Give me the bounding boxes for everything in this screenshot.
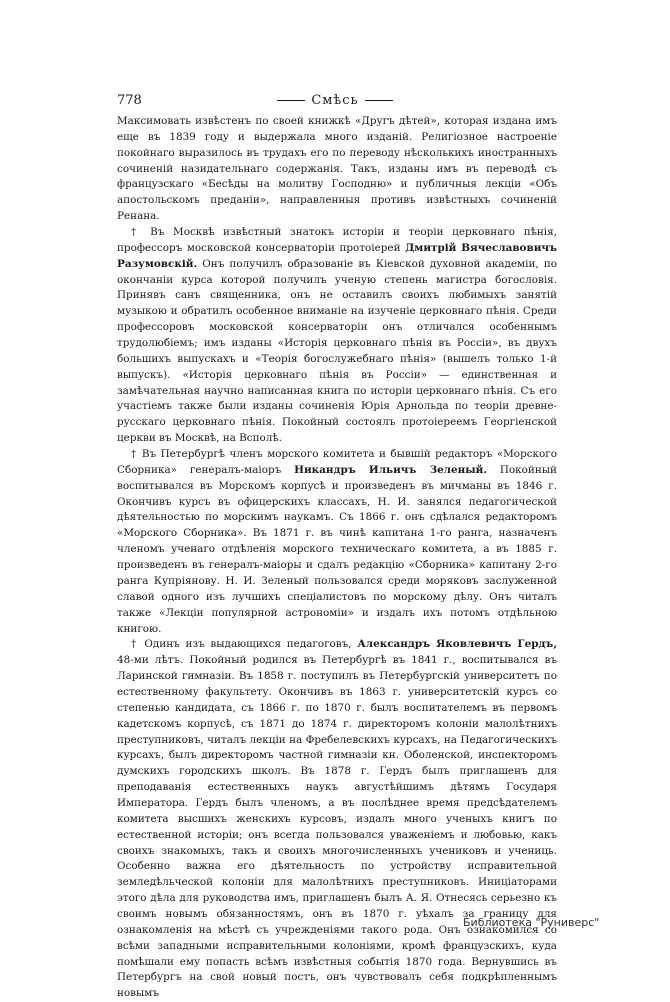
paragraph-text: Покойный воспитывался въ Морскомъ корпусѣ и произведенъ въ мичманы въ 1846 г. Окончивъ курсъ въ офицерскихъ классахъ, Н. И. занялся педагогической дѣятельностью по морскимъ наукамъ. Съ 1866 г. онъ сдѣлался редакторомъ «Морского Сборника». Въ 1871 г. въ чинѣ капитана 1-го ранга, назначенъ членомъ ученаго отдѣленія морского техническаго комитета, а въ 1885 г. произведенъ въ генералъ-маіоры и сдалъ редакцію «Сборника» капитану 2-го ранга Купріянову. Н. И. Зеленый пользовался среди моряковъ заслуженной славой одного изъ лучшихъ спеціалистовъ по морскому дѣлу. Онъ читалъ также «Лекціи популярной астрономіи» и издалъ ихъ потомъ отдѣльною книгою. — [117, 463, 557, 635]
running-head-title: Смѣсь — [311, 93, 359, 108]
paragraph-text: Максимовать извѣстенъ по своей книжкѣ «Другъ дѣтей», которая издана имъ еще въ 1839 году и выдержала много изданій. Религіозное настроеніе покойнаго выразилось въ трудахъ его по переводу нѣсколькихъ иностранныхъ сочиненій назидательнаго содержанія. Такъ, изданы имъ въ переводѣ съ французскаго «Бесѣды на молитву Господню» и публичныя лекціи «Объ апостольскомъ преданіи», направленныя противъ извѣстныхъ сочиненій Ренана. — [117, 115, 557, 223]
paragraph-maksimovich — [117, 114, 557, 225]
library-watermark: Библиотека "Руниверс" — [463, 916, 600, 929]
person-name: Александръ Яковлевичъ Гердъ, — [357, 638, 557, 651]
paragraph-gerd — [117, 637, 557, 1002]
paragraph-text: 48-ми лѣтъ. Покойный родился въ Петербургѣ въ 1841 г., воспитывался въ Ларинской гимназіи. Въ 1858 г. поступилъ въ Петербургскій университетъ по естественному факультету. Окончивъ въ 1863 г. университетскій курсъ со степенью кандидата, съ 1866 г. по 1870 г. былъ воспитателемъ въ первомъ кадетскомъ корпусѣ, съ 1871 до 1874 г. директоромъ колоніи малолѣтнихъ преступниковъ, читалъ лекціи на Фребелевскихъ курсахъ, на Педагогическихъ курсахъ, былъ директоромъ частной гимназіи кн. Оболенской, инспекторомъ думскихъ городскихъ школъ. Въ 1878 г. Гердъ былъ приглашенъ для преподаванія естественныхъ наукъ августѣйшимъ дѣтямъ Государя Императора. Гердъ былъ членомъ, а въ послѣднее время предсѣдателемъ комитета высшихъ женскихъ курсовъ, издалъ много ученыхъ книгъ по естественной исторіи; онъ всегда пользовался уваженіемъ и любовью, какъ своихъ знакомыхъ, такъ и своихъ многочисленныхъ учениковъ и учениць. Особенно важна его дѣятельность по устройству исправительной земледѣльческой колоніи для малолѣтнихъ преступниковъ. Иниціаторами этого дѣла для руководства имъ, приглашенъ былъ А. Я. Отнесясь серьезно къ своимъ новымъ обязанностямъ, онъ въ 1870 г. уѣхалъ за границу для ознакомленія на мѣстѣ съ учрежденіями такого рода. Онъ ознакомился со всѣми западными исправительными колоніями, кромѣ французскихъ, куда помѣшали ему попасть всѣмъ извѣстныя событія 1870 года. Вернувшись въ Петербургъ на свой новый постъ, онъ чувствовалъ себя подкрѣпленнымъ новымъ — [117, 654, 557, 1000]
running-head-dash-right — [365, 100, 393, 101]
paragraph-zeleny — [117, 447, 557, 637]
paragraph-text: Онъ получилъ образованіе въ Кіевской духовной академіи, по окончаніи курса которой получилъ ученую степень магистра богословія. Принявъ санъ священника, онъ не оставилъ своихъ любимыхъ занятій музыкою и обратилъ особенное вниманіе на изученіе церковнаго пѣнія. Среди профессоровъ московской консерваторіи онъ отличался особеннымъ трудолюбіемъ; имъ изданы «Исторія церковнаго пѣнія въ Россіи», въ двухъ большихъ выпускахъ и «Теорія богослужебнаго пѣнія» (вышелъ только 1-й выпускъ). «Исторія церковнаго пѣнія въ Россіи» — единственная и замѣчательная научно написанная книга по исторіи церковнаго пѣнія. Съ его участіемъ также были изданы сочиненія Юрія Арнольда по теоріи древне-русскаго церковнаго пѣнія. Покойный состоялъ протоіереемъ Георгіенской церкви въ Москвѣ, на Всполѣ. — [117, 257, 557, 445]
article-body — [117, 114, 557, 1002]
person-name: Дмитрій Вячеславовичъ Разумовскій. — [117, 241, 557, 270]
paragraph-lead: † Въ Петербургѣ членъ морского комитета и бывшій редакторъ «Морского Сборника» генералъ-маіоръ — [117, 448, 557, 476]
running-head — [0, 93, 670, 108]
page-number: 778 — [117, 93, 142, 108]
running-head-dash-left — [277, 100, 305, 101]
paragraph-lead: † Въ Москвѣ извѣстный знатокъ исторіи и теоріи церковнаго пѣнія, профессоръ московской консерваторіи протоіерей — [117, 226, 557, 254]
paragraph-razumovsky — [117, 225, 557, 447]
person-name: Никандръ Ильичъ Зеленый. — [294, 463, 487, 476]
paragraph-lead: † Одинъ изъ выдающихся педагоговъ, — [131, 638, 352, 651]
